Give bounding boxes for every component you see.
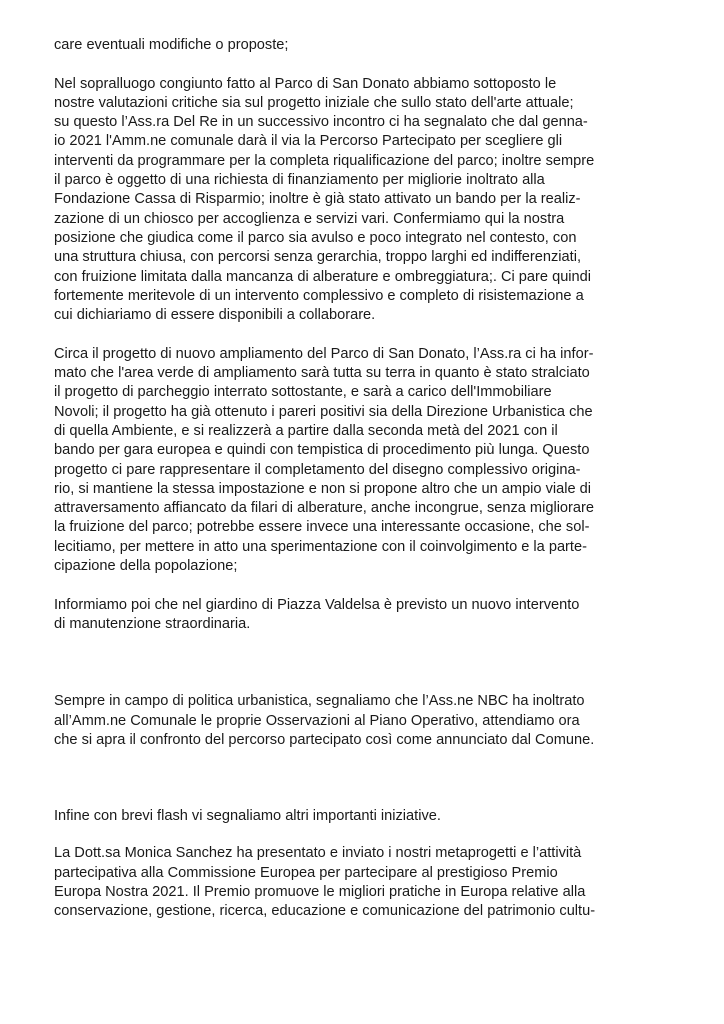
text-line: mato che l'area verde di ampliamento sarà tutta su terra in quanto è stato stralciato (54, 365, 590, 382)
text-line: lecitiamo, per mettere in atto una sperimentazione con il coinvolgimento e la parte- (54, 538, 587, 555)
text-line: bando per gara europea e quindi con tempistica di procedimento più lunga. Questo (54, 442, 590, 459)
text-line: care eventuali modifiche o proposte; (54, 37, 289, 53)
text-line: interventi da programmare per la completa riqualificazione del parco; inoltre sempre (54, 152, 595, 169)
text-line: il progetto di parcheggio interrato sottostante, e sarà a carico dell'Immobiliare (54, 384, 552, 401)
paragraph (54, 596, 694, 635)
text-line: il parco è oggetto di una richiesta di finanziamento per migliorie inoltrato alla (54, 172, 545, 189)
text-line: di quella Ambiente, e si realizzerà a partire dalla seconda metà del 2021 con il (54, 422, 558, 439)
paragraph (54, 807, 694, 826)
text-line: Sempre in campo di politica urbanistica, segnaliamo che l’Ass.ne NBC ha inoltrato (54, 693, 585, 710)
text-line: nostre valutazioni critiche sia sul progetto iniziale che sullo stato dell'arte attuale; (54, 94, 574, 111)
text-line: zazione di un chiosco per accoglienza e servizi vari. Confermiamo qui la nostra (54, 210, 565, 227)
text-line: Circa il progetto di nuovo ampliamento del Parco di San Donato, l’Ass.ra ci ha infor- (54, 345, 594, 362)
text-line: Fondazione Cassa di Risparmio; inoltre è già stato attivato un bando per la realiz- (54, 191, 581, 208)
text-line: Europa Nostra 2021. Il Premio promuove le migliori pratiche in Europa relative alla (54, 883, 586, 900)
text-line: di manutenzione straordinaria. (54, 615, 251, 632)
text-line: con fruizione limitata dalla mancanza di alberature e ombreggiatura;. Ci pare quindi (54, 268, 592, 285)
paragraph (54, 692, 694, 750)
text-line: cipazione della popolazione; (54, 558, 238, 575)
text-line: Infine con brevi flash vi segnaliamo altri importanti iniziative. (54, 808, 441, 825)
text-line: posizione che giudica come il parco sia avulso e poco integrato nel contesto, con (54, 229, 577, 246)
paragraph (54, 844, 694, 921)
text-line: io 2021 l'Amm.ne comunale darà il via la Percorso Partecipato per scegliere gli (54, 133, 563, 150)
text-line: su questo l’Ass.ra Del Re in un successivo incontro ci ha segnalato che dal genna- (54, 114, 588, 131)
text-line: fortemente meritevole di un intervento complessivo e completo di risistemazione a (54, 287, 584, 304)
text-line: Nel sopralluogo congiunto fatto al Parco di San Donato abbiamo sottoposto le (54, 75, 557, 92)
paragraph (54, 36, 694, 55)
paragraph (54, 75, 694, 326)
document-page (54, 36, 694, 922)
text-line: Novoli; il progetto ha già ottenuto i pareri positivi sia della Direzione Urbanistica che (54, 403, 593, 420)
text-line: cui dichiariamo di essere disponibili a collaborare. (54, 307, 376, 324)
text-line: che si apra il confronto del percorso partecipato così come annunciato dal Comune. (54, 731, 595, 748)
text-line: partecipativa alla Commissione Europea per partecipare al prestigioso Premio (54, 864, 558, 881)
text-line: Informiamo poi che nel giardino di Piazza Valdelsa è previsto un nuovo intervento (54, 596, 580, 613)
text-line: progetto ci pare rappresentare il completamento del disegno complessivo origina- (54, 461, 581, 478)
text-line: all’Amm.ne Comunale le proprie Osservazioni al Piano Operativo, attendiamo ora (54, 712, 580, 729)
paragraph (54, 345, 694, 577)
text-line: conservazione, gestione, ricerca, educazione e comunicazione del patrimonio cultu- (54, 903, 596, 920)
text-line: La Dott.sa Monica Sanchez ha presentato e inviato i nostri metaprogetti e l’attività (54, 845, 582, 862)
text-line: una struttura chiusa, con percorsi senza gerarchia, troppo larghi ed indifferenziati, (54, 249, 582, 266)
text-line: la fruizione del parco; potrebbe essere invece una interessante occasione, che sol- (54, 519, 590, 536)
text-line: attraversamento affiancato da filari di alberature, anche incongrue, senza migliorare (54, 500, 595, 517)
text-line: rio, si mantiene la stessa impostazione e non si propone altro che un ampio viale di (54, 480, 592, 497)
